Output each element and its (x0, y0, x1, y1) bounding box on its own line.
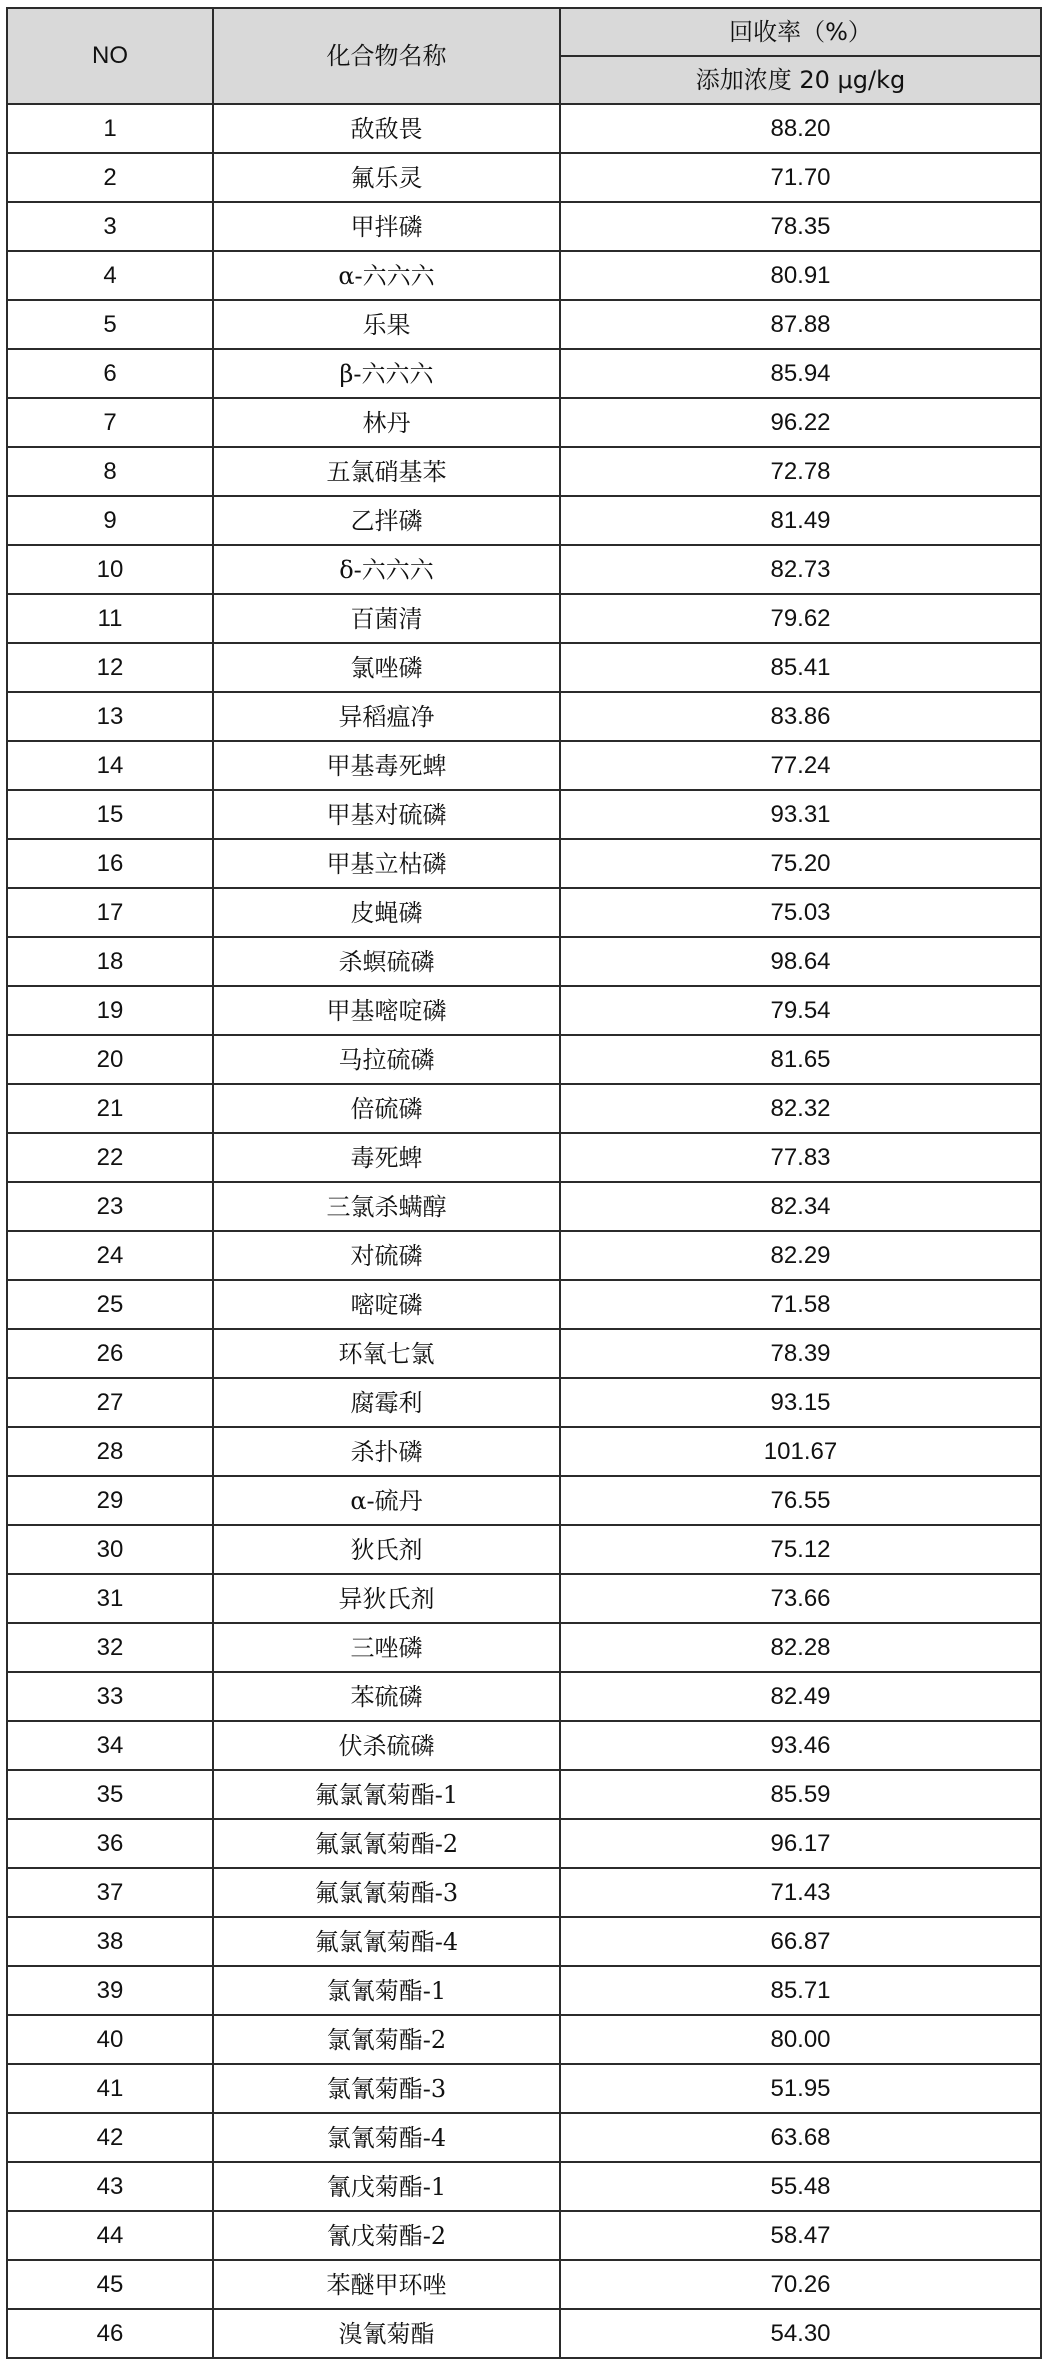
compound-name: 敌敌畏 (213, 104, 560, 153)
recovery-value: 83.86 (560, 692, 1041, 741)
recovery-value: 80.00 (560, 2015, 1041, 2064)
table-row (7, 1525, 1041, 1574)
table-row (7, 1084, 1041, 1133)
table-row (7, 692, 1041, 741)
table-row (7, 1280, 1041, 1329)
row-number: 9 (7, 496, 213, 545)
table-row (7, 2211, 1041, 2260)
row-number: 7 (7, 398, 213, 447)
recovery-value: 85.71 (560, 1966, 1041, 2015)
recovery-value: 51.95 (560, 2064, 1041, 2113)
recovery-value: 82.73 (560, 545, 1041, 594)
compound-name: 氰戊菊酯-2 (213, 2211, 560, 2260)
compound-name: β-六六六 (213, 349, 560, 398)
compound-name: 皮蝇磷 (213, 888, 560, 937)
row-number: 22 (7, 1133, 213, 1182)
compound-name: 嘧啶磷 (213, 1280, 560, 1329)
row-number: 43 (7, 2162, 213, 2211)
row-number: 5 (7, 300, 213, 349)
recovery-rate-table (6, 7, 1042, 2359)
row-number: 16 (7, 839, 213, 888)
recovery-value: 85.94 (560, 349, 1041, 398)
row-number: 18 (7, 937, 213, 986)
compound-name: 倍硫磷 (213, 1084, 560, 1133)
table-row (7, 2309, 1041, 2358)
row-number: 12 (7, 643, 213, 692)
table-row (7, 104, 1041, 153)
table-header (7, 8, 1041, 104)
recovery-value: 70.26 (560, 2260, 1041, 2309)
recovery-value: 78.35 (560, 202, 1041, 251)
table-row (7, 790, 1041, 839)
recovery-value: 93.31 (560, 790, 1041, 839)
compound-name: 林丹 (213, 398, 560, 447)
table-row (7, 2015, 1041, 2064)
row-number: 8 (7, 447, 213, 496)
row-number: 6 (7, 349, 213, 398)
compound-name: 腐霉利 (213, 1378, 560, 1427)
compound-name: α-硫丹 (213, 1476, 560, 1525)
recovery-value: 78.39 (560, 1329, 1041, 1378)
recovery-value: 82.29 (560, 1231, 1041, 1280)
table-row (7, 1770, 1041, 1819)
compound-name: 氯氰菊酯-1 (213, 1966, 560, 2015)
table-row (7, 1623, 1041, 1672)
compound-name: α-六六六 (213, 251, 560, 300)
row-number: 15 (7, 790, 213, 839)
compound-name: 三氯杀螨醇 (213, 1182, 560, 1231)
table-row (7, 1427, 1041, 1476)
recovery-value: 85.59 (560, 1770, 1041, 1819)
compound-name: 马拉硫磷 (213, 1035, 560, 1084)
row-number: 36 (7, 1819, 213, 1868)
table-row (7, 594, 1041, 643)
row-number: 38 (7, 1917, 213, 1966)
recovery-value: 81.49 (560, 496, 1041, 545)
row-number: 37 (7, 1868, 213, 1917)
compound-name: 苯硫磷 (213, 1672, 560, 1721)
recovery-value: 80.91 (560, 251, 1041, 300)
compound-name: 氟乐灵 (213, 153, 560, 202)
table-row (7, 1329, 1041, 1378)
compound-name: 氯氰菊酯-2 (213, 2015, 560, 2064)
row-number: 28 (7, 1427, 213, 1476)
compound-name: 狄氏剂 (213, 1525, 560, 1574)
row-number: 32 (7, 1623, 213, 1672)
compound-name: 氰戊菊酯-1 (213, 2162, 560, 2211)
row-number: 40 (7, 2015, 213, 2064)
table-row (7, 2064, 1041, 2113)
compound-name: 苯醚甲环唑 (213, 2260, 560, 2309)
row-number: 26 (7, 1329, 213, 1378)
recovery-value: 75.12 (560, 1525, 1041, 1574)
table-row (7, 937, 1041, 986)
row-number: 1 (7, 104, 213, 153)
table-row (7, 741, 1041, 790)
compound-name: 甲拌磷 (213, 202, 560, 251)
compound-name: 甲基嘧啶磷 (213, 986, 560, 1035)
table-row (7, 1574, 1041, 1623)
row-number: 11 (7, 594, 213, 643)
compound-name: 乐果 (213, 300, 560, 349)
recovery-value: 58.47 (560, 2211, 1041, 2260)
table-row (7, 1672, 1041, 1721)
table-row (7, 1966, 1041, 2015)
row-number: 13 (7, 692, 213, 741)
recovery-value: 54.30 (560, 2309, 1041, 2358)
compound-name: 氟氯氰菊酯-3 (213, 1868, 560, 1917)
recovery-value: 73.66 (560, 1574, 1041, 1623)
row-number: 2 (7, 153, 213, 202)
row-number: 46 (7, 2309, 213, 2358)
row-number: 39 (7, 1966, 213, 2015)
row-number: 25 (7, 1280, 213, 1329)
compound-name: 溴氰菊酯 (213, 2309, 560, 2358)
header-recovery-rate: 回收率（%） (560, 8, 1041, 56)
compound-name: δ-六六六 (213, 545, 560, 594)
recovery-value: 82.49 (560, 1672, 1041, 1721)
recovery-value: 77.24 (560, 741, 1041, 790)
recovery-value: 82.28 (560, 1623, 1041, 1672)
recovery-value: 71.58 (560, 1280, 1041, 1329)
row-number: 20 (7, 1035, 213, 1084)
table-row (7, 1721, 1041, 1770)
recovery-value: 93.15 (560, 1378, 1041, 1427)
compound-name: 乙拌磷 (213, 496, 560, 545)
recovery-value: 77.83 (560, 1133, 1041, 1182)
compound-name: 杀螟硫磷 (213, 937, 560, 986)
row-number: 30 (7, 1525, 213, 1574)
compound-name: 百菌清 (213, 594, 560, 643)
table-row (7, 1819, 1041, 1868)
recovery-value: 63.68 (560, 2113, 1041, 2162)
row-number: 4 (7, 251, 213, 300)
compound-name: 氟氯氰菊酯-4 (213, 1917, 560, 1966)
compound-name: 氯氰菊酯-4 (213, 2113, 560, 2162)
table-row (7, 986, 1041, 1035)
header-added-concentration: 添加浓度 20 μg/kg (560, 56, 1041, 104)
compound-name: 异狄氏剂 (213, 1574, 560, 1623)
recovery-value: 79.54 (560, 986, 1041, 1035)
recovery-value: 93.46 (560, 1721, 1041, 1770)
compound-name: 氯氰菊酯-3 (213, 2064, 560, 2113)
table-row (7, 447, 1041, 496)
table-row (7, 888, 1041, 937)
table-row (7, 2113, 1041, 2162)
row-number: 29 (7, 1476, 213, 1525)
row-number: 17 (7, 888, 213, 937)
row-number: 10 (7, 545, 213, 594)
row-number: 33 (7, 1672, 213, 1721)
table-body (7, 104, 1041, 2358)
compound-name: 甲基对硫磷 (213, 790, 560, 839)
table-row (7, 300, 1041, 349)
recovery-value: 87.88 (560, 300, 1041, 349)
row-number: 24 (7, 1231, 213, 1280)
table-row (7, 2260, 1041, 2309)
row-number: 41 (7, 2064, 213, 2113)
row-number: 14 (7, 741, 213, 790)
row-number: 34 (7, 1721, 213, 1770)
recovery-value: 76.55 (560, 1476, 1041, 1525)
table-row (7, 839, 1041, 888)
table-row (7, 1868, 1041, 1917)
compound-name: 环氧七氯 (213, 1329, 560, 1378)
row-number: 19 (7, 986, 213, 1035)
table-row (7, 1133, 1041, 1182)
recovery-value: 75.03 (560, 888, 1041, 937)
compound-name: 伏杀硫磷 (213, 1721, 560, 1770)
table-row (7, 398, 1041, 447)
header-compound-name: 化合物名称 (213, 8, 560, 104)
recovery-value: 82.34 (560, 1182, 1041, 1231)
compound-name: 甲基毒死蜱 (213, 741, 560, 790)
table-row (7, 2162, 1041, 2211)
table-row (7, 153, 1041, 202)
row-number: 21 (7, 1084, 213, 1133)
table-row (7, 1035, 1041, 1084)
table-row (7, 1476, 1041, 1525)
table-row (7, 643, 1041, 692)
recovery-value: 71.70 (560, 153, 1041, 202)
table-row (7, 1231, 1041, 1280)
recovery-value: 75.20 (560, 839, 1041, 888)
row-number: 45 (7, 2260, 213, 2309)
recovery-value: 66.87 (560, 1917, 1041, 1966)
compound-name: 异稻瘟净 (213, 692, 560, 741)
recovery-value: 72.78 (560, 447, 1041, 496)
recovery-value: 101.67 (560, 1427, 1041, 1476)
compound-name: 五氯硝基苯 (213, 447, 560, 496)
recovery-value: 55.48 (560, 2162, 1041, 2211)
compound-name: 三唑磷 (213, 1623, 560, 1672)
row-number: 23 (7, 1182, 213, 1231)
compound-name: 对硫磷 (213, 1231, 560, 1280)
recovery-value: 98.64 (560, 937, 1041, 986)
compound-name: 氟氯氰菊酯-1 (213, 1770, 560, 1819)
recovery-value: 79.62 (560, 594, 1041, 643)
recovery-value: 81.65 (560, 1035, 1041, 1084)
table-row (7, 496, 1041, 545)
compound-name: 毒死蜱 (213, 1133, 560, 1182)
recovery-value: 71.43 (560, 1868, 1041, 1917)
table-row (7, 1917, 1041, 1966)
header-no: NO (7, 8, 213, 104)
row-number: 3 (7, 202, 213, 251)
recovery-value: 96.17 (560, 1819, 1041, 1868)
table-row (7, 1378, 1041, 1427)
recovery-value: 96.22 (560, 398, 1041, 447)
compound-name: 氯唑磷 (213, 643, 560, 692)
table-row (7, 349, 1041, 398)
recovery-value: 85.41 (560, 643, 1041, 692)
row-number: 42 (7, 2113, 213, 2162)
recovery-value: 82.32 (560, 1084, 1041, 1133)
compound-name: 杀扑磷 (213, 1427, 560, 1476)
recovery-value: 88.20 (560, 104, 1041, 153)
row-number: 35 (7, 1770, 213, 1819)
row-number: 31 (7, 1574, 213, 1623)
compound-name: 氟氯氰菊酯-2 (213, 1819, 560, 1868)
row-number: 44 (7, 2211, 213, 2260)
row-number: 27 (7, 1378, 213, 1427)
table-row (7, 1182, 1041, 1231)
table-row (7, 202, 1041, 251)
compound-name: 甲基立枯磷 (213, 839, 560, 888)
table-row (7, 251, 1041, 300)
table-row (7, 545, 1041, 594)
